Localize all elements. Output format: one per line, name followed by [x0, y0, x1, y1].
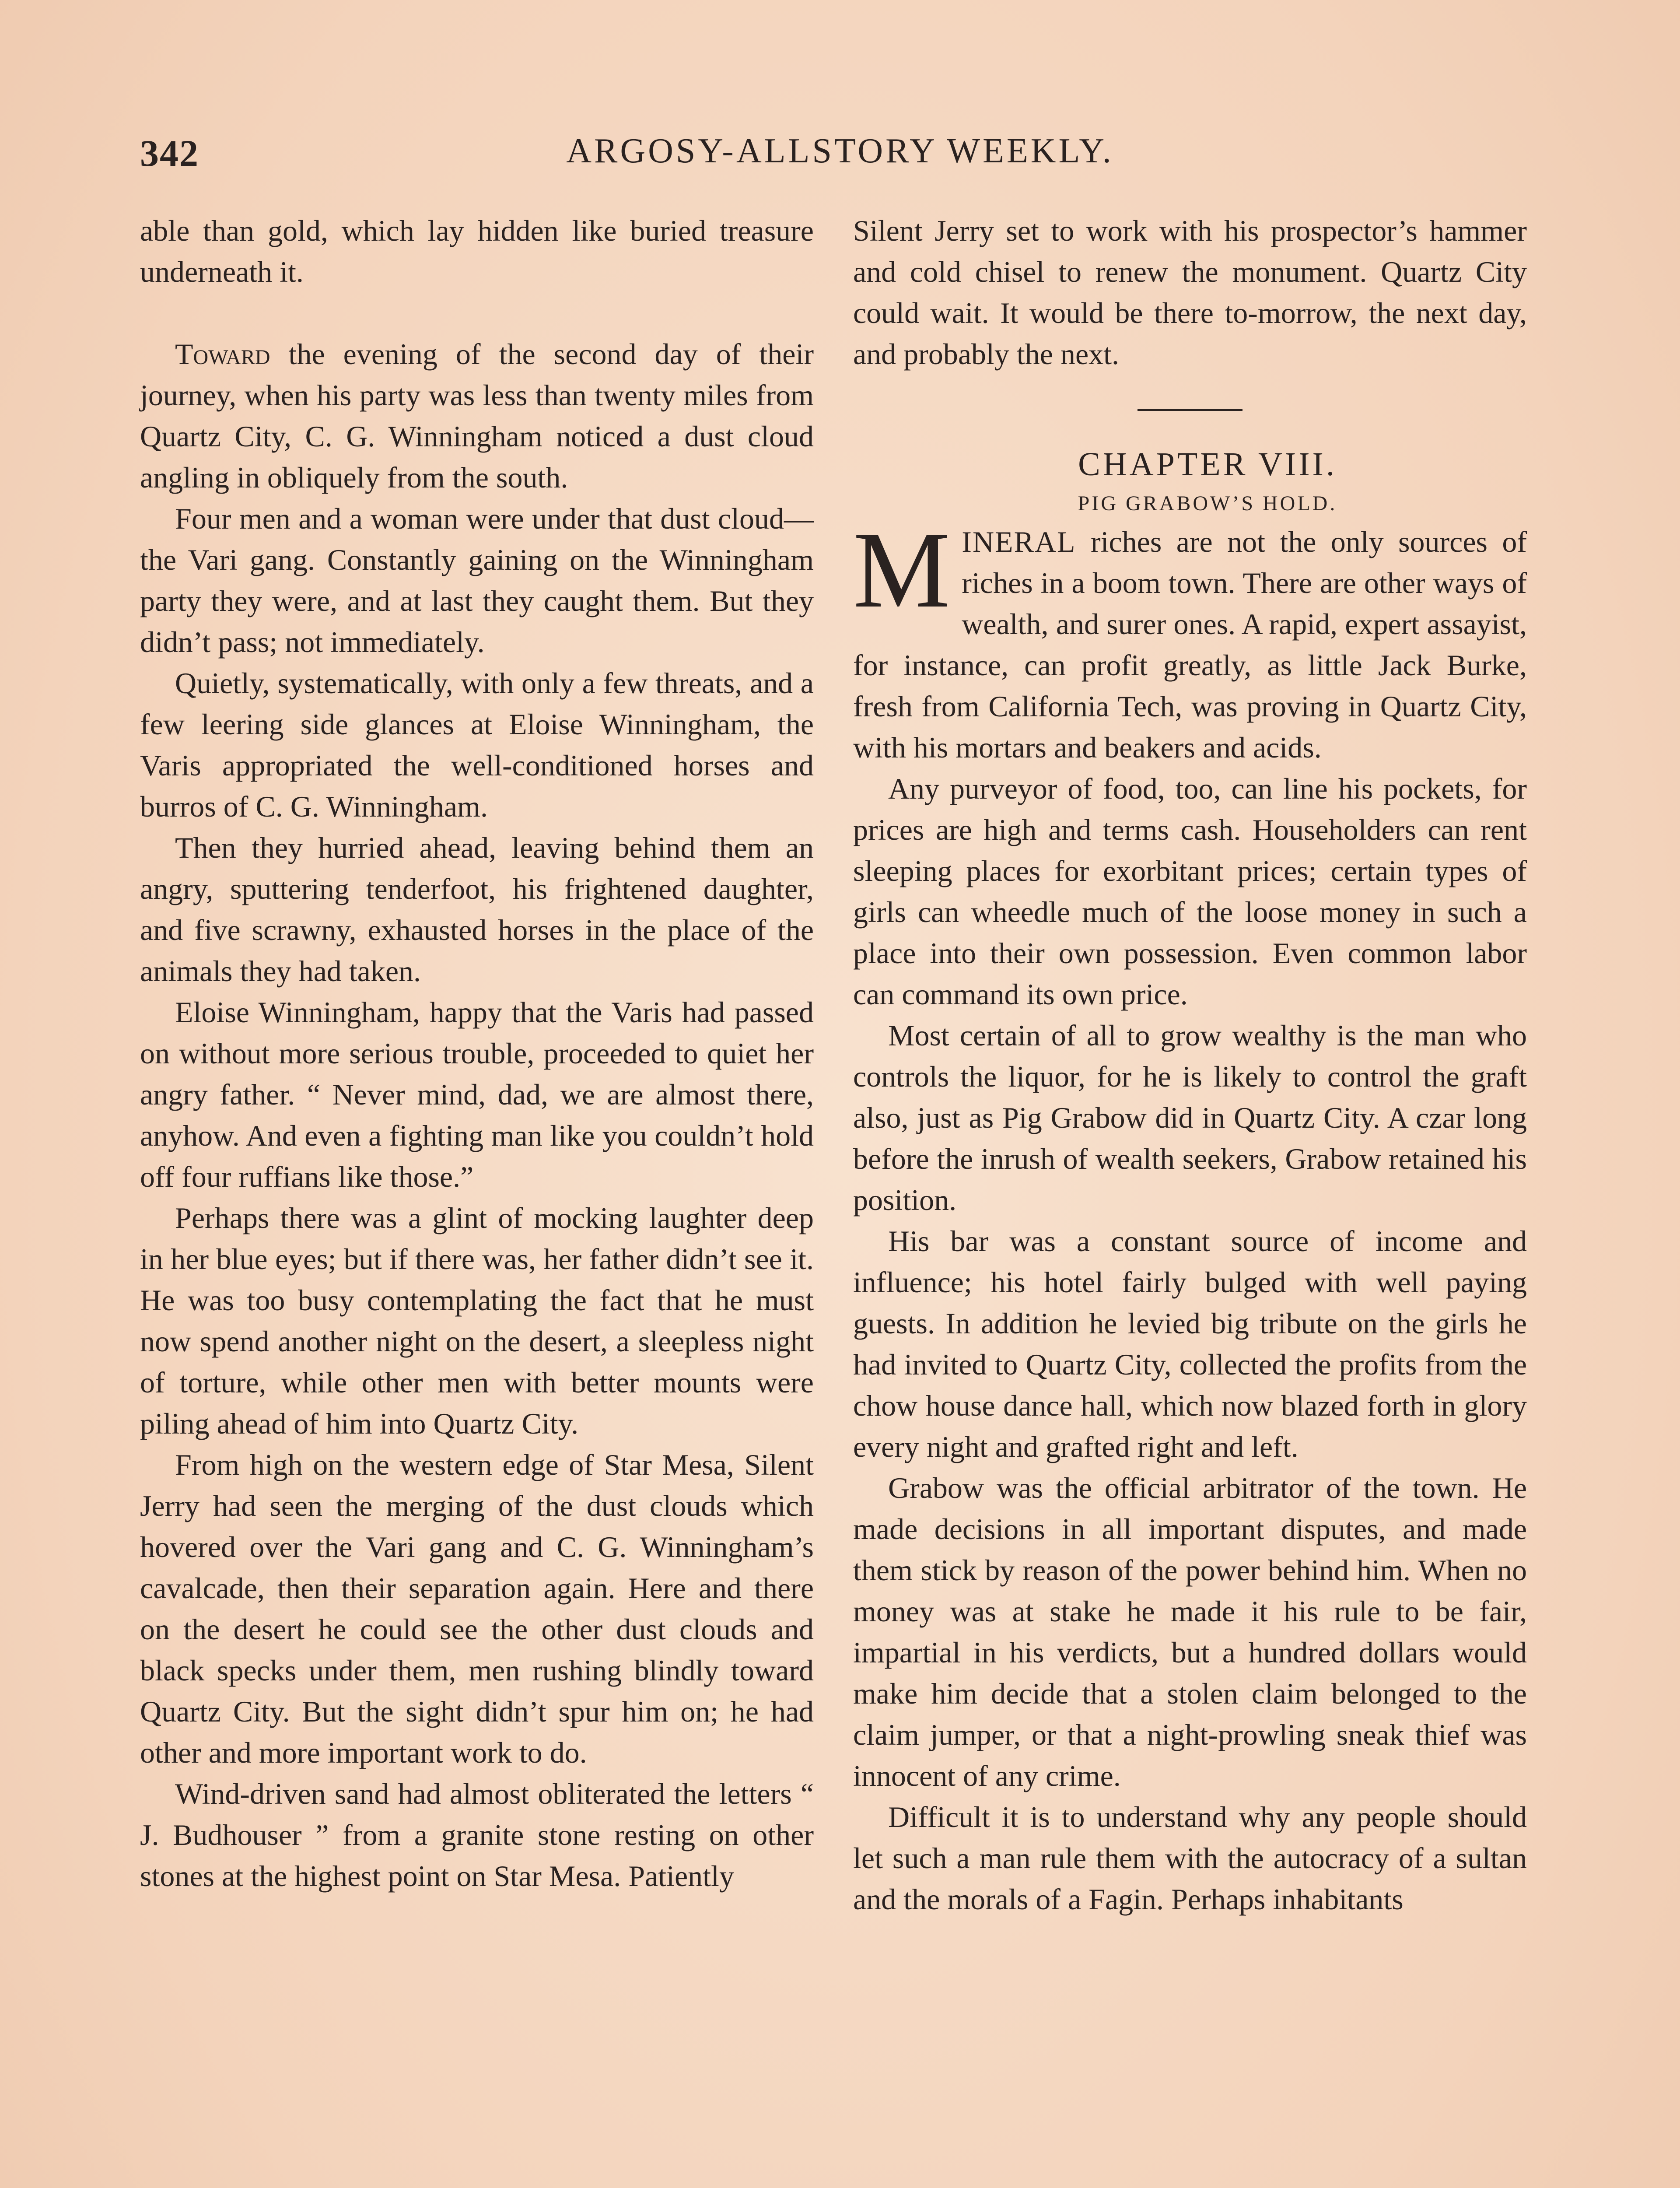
chapter-title: CHAPTER VIII. — [1078, 446, 1337, 483]
caps-lead: INERAL — [962, 525, 1076, 558]
paragraph-text: the evening of the second day of their journey, when his party was less than twenty miles from Quartz City, C. G. Winningham noticed a dust cloud angling in obliquely from the south. — [140, 337, 814, 494]
paragraph-text: riches are not the only sources of riches in a boom town. There are other ways of wealth, and surer ones. A rapid, expert assayist, for instance, can profit greatly, as little Jack Burke, fresh from California Tech, was proving in Quartz City, with his mortars and beakers and acids. — [853, 525, 1527, 764]
paragraph: From high on the western edge of Star Mesa, Silent Jerry had seen the merging of the dust clouds which hovered over the Vari gang and C. G. Winningham’s cavalcade, then their separation again. Here and there on the desert he could see the other dust clouds and black specks under them, men rushing blindly toward Quartz City. But the sight didn’t spur him on; he had other and more important work to do. — [140, 1448, 814, 1769]
page-number: 342 — [140, 132, 199, 174]
paragraph: Difficult it is to understand why any people should let such a man rule them with the autocracy of a sultan and the morals of a Fagin. Perhaps inhabitants — [853, 1800, 1527, 1916]
paragraph — [853, 509, 1527, 768]
paragraph: Silent Jerry set to work with his prospector’s hammer and cold chisel to renew the monument. Quartz City could wait. It would be there to-morrow, the next day, and probably the next. — [853, 214, 1527, 371]
small-caps-lead: Toward — [175, 337, 270, 371]
paragraph: Most certain of all to grow wealthy is the man who controls the liquor, for he is likely to control the graft also, just as Pig Grabow did in Quartz City. A czar long before the inrush of wealth seekers, Grabow retained his position. — [853, 1019, 1527, 1217]
paragraph: His bar was a constant source of income and influence; his hotel fairly bulged with well paying guests. In addition he levied big tribute on the girls he had invited to Quartz City, collected the profits from the chow house dance hall, which now blazed forth in glory every night and grafted right and left. — [853, 1224, 1527, 1463]
paragraph: Perhaps there was a glint of mocking laughter deep in her blue eyes; but if there was, her father didn’t see it. He was too busy contemplating the fact that he must now spend another night on the desert, a sleepless night of torture, while other men with better mounts were piling ahead of him into Quartz City. — [140, 1201, 814, 1440]
paragraph: Then they hurried ahead, leaving behind them an angry, sputtering tenderfoot, his frightened daughter, and five scrawny, exhausted horses in the place of the animals they had taken. — [140, 831, 814, 988]
paragraph: Grabow was the official arbitrator of the town. He made decisions in all important disputes, and made them stick by reason of the power behind him. When no money was at stake he made it his rule to be fair, impartial in his verdicts, but a hundred dollars would make him decide that a stolen claim belonged to the claim jumper, or that a night-prowling sneak thief was innocent of any crime. — [853, 1471, 1527, 1792]
page-header — [140, 131, 1540, 184]
paragraph: Any purveyor of food, too, can line his pockets, for prices are high and terms cash. Householders can rent sleeping places for exorbitant prices; certain types of girls can wheedle much of the loose money in such a place into their own possession. Even common labor can command its own price. — [853, 772, 1527, 1011]
section-divider — [1138, 409, 1242, 411]
paragraph: Eloise Winningham, happy that the Varis had passed on without more serious trouble, proceeded to quiet her angry father. “ Never mind, dad, we are almost there, anyhow. And even a fighting man like you couldn’t hold off four ruffians like those.” — [140, 996, 814, 1193]
paragraph: able than gold, which lay hidden like buried treasure underneath it. — [140, 214, 814, 288]
left-column — [140, 210, 814, 1897]
paragraph: Wind-driven sand had almost obliterated the letters “ J. Budhouser ” from a granite stone resting on other stones at the highest point on Star Mesa. Patiently — [140, 1777, 814, 1893]
chapter-subtitle: PIG GRABOW’S HOLD. — [1078, 492, 1337, 515]
drop-cap: M — [853, 509, 951, 631]
paragraph — [140, 333, 814, 498]
right-column — [853, 210, 1527, 1920]
running-head: ARGOSY-ALLSTORY WEEKLY. — [566, 132, 1114, 170]
paragraph: Four men and a woman were under that dust cloud—the Vari gang. Constantly gaining on the Winningham party they were, and at last they caught them. But they didn’t pass; not immediately. — [140, 502, 814, 659]
paragraph: Quietly, systematically, with only a few threats, and a few leering side glances at Eloise Winningham, the Varis appropriated the well-conditioned horses and burros of C. G. Winningham. — [140, 666, 814, 823]
